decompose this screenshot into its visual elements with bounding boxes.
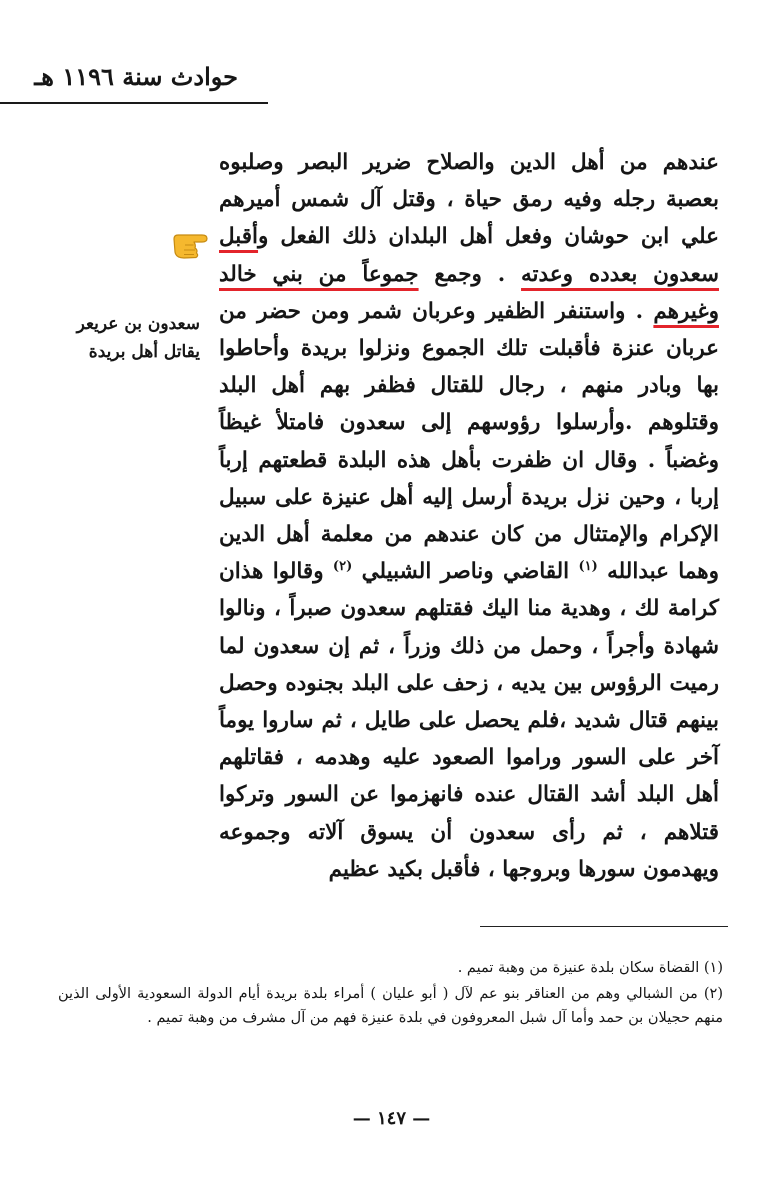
footnote-2: (٢) من الشبالي وهم من العناقر بنو عم لآل ( أبو عليان ) أمراء بلدة بريدة أيام الدولة السعودية الأولى الذين منهم حجيلان بن حمد وأما آل شبل المعروفون في بلدة عنيزة فهم من آل مشرف من وهبة تميم . <box>58 986 723 1026</box>
main-paragraph <box>219 144 719 888</box>
underlined-phrase: أقبل سعدون بعدده وعدته <box>219 224 719 287</box>
margin-note-line: سعدون بن عريعر <box>76 314 200 334</box>
footnote-1: (١) القضاة سكان بلدة عنيزة من وهبة تميم . <box>457 960 723 976</box>
margin-note <box>30 310 200 366</box>
page-number: — ١٤٧ — <box>352 1108 431 1129</box>
footnote-ref-1[interactable]: (١) <box>578 559 598 575</box>
running-title: حوادث سنة ١١٩٦ هـ <box>34 62 238 91</box>
text-run: عندهم من أهل الدين والصلاح ضرير البصر وصلبوه بعصبة رجله وفيه رمق حياة ، وقتل آل شمس أميرهم علي ابن حوشان وفعل أهل البلدان ذلك الفعل و <box>219 150 719 250</box>
main-text <box>219 144 719 888</box>
margin-note-line: يقاتل أهل بريدة <box>88 342 200 362</box>
text-run: . وجمع <box>418 261 522 287</box>
footnotes <box>58 956 723 1032</box>
running-header <box>0 56 268 104</box>
footnote-divider <box>480 926 728 927</box>
pointing-hand-icon <box>172 226 216 260</box>
underlined-phrase: جموعاً من بني خالد وغيرهم <box>219 261 719 324</box>
text-run: وقالوا هذان كرامة لك ، وهدية منا اليك فقتلهم سعدون صبراً ، ونالوا شهادة وأجراً ، وحمل من ذلك وزراً ، ثم إن سعدون لما رميت الرؤوس بين يديه ، زحف على البلد بجنوده وحصل بينهم قتال شديد ،فلم يحصل على طايل ، ثم ساروا يوماً آخر على السور وراموا الصعود عليه وهدمه ، فقاتلهم أهل البلد أشد القتال عنده فانهزموا عن السور وتركوا قتلاهم ، ثم رأى سعدون أن يسوق آلاته وجموعه ويهدمون سورها وبروجها ، فأقبل بكيد عظيم <box>219 559 719 882</box>
footnote-ref-2[interactable]: (٢) <box>332 559 353 575</box>
text-run: القاضي وناصر الشبيلي <box>361 559 579 585</box>
text-run: . واستنفر الظفير وعربان شمر ومن حضر من عربان عنزة فأقبلت تلك الجموع ونزلوا بريدة وأحاطوا بها وبادر منهم ، رجال للقتال فظفر بهم أهل البلد وقتلوهم .وأرسلوا رؤوسهم إلى سعدون فامتلأ غيظاً وغضباً . وقال ان ظفرت بأهل هذه البلدة قطعتهم إرباً إربا ، وحين نزل بريدة أرسل إليه أهل عنيزة على سبيل الإكرام والإمتثال من كان عندهم من معلمة أهل الدين وهما عبدالله <box>219 298 719 585</box>
